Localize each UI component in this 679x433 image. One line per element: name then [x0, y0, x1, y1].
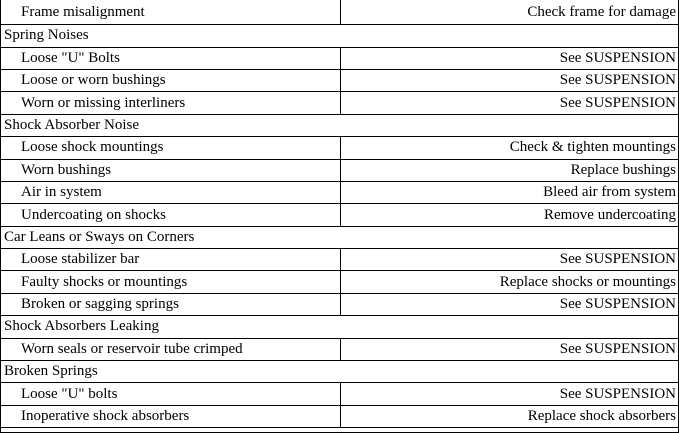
table-row: [1, 204, 678, 226]
table-row: [1, 92, 678, 114]
table-row: [1, 249, 678, 271]
table-row: [1, 383, 678, 405]
remedy-cell: See SUSPENSION: [559, 296, 676, 313]
table-row: [1, 406, 678, 428]
table-row: [1, 48, 678, 70]
remedy-cell: Remove undercoating: [543, 206, 676, 223]
section-heading: Spring Noises: [4, 27, 89, 44]
cause-cell: Broken or sagging springs: [1, 294, 341, 315]
table-row: [1, 339, 678, 361]
remedy-cell: See SUSPENSION: [559, 340, 676, 357]
cause-cell: Frame misalignment: [1, 0, 341, 24]
cause-cell: Worn seals or reservoir tube crimped: [1, 339, 341, 360]
section-heading-row: [1, 115, 678, 137]
remedy-cell: Replace shocks or mountings: [499, 273, 676, 290]
remedy-cell: See SUSPENSION: [559, 385, 676, 402]
section-heading-row: [1, 316, 678, 338]
remedy-cell: Bleed air from system: [543, 184, 676, 201]
cause-cell: Air in system: [1, 182, 341, 203]
cause-cell: Undercoating on shocks: [1, 204, 341, 225]
section-heading: Shock Absorbers Leaking: [4, 318, 159, 335]
cause-cell: Loose shock mountings: [1, 137, 341, 158]
cause-cell: Worn bushings: [1, 160, 341, 181]
cause-cell: Faulty shocks or mountings: [1, 271, 341, 292]
section-heading: Shock Absorber Noise: [4, 116, 139, 133]
section-heading-row: [1, 361, 678, 383]
cause-cell: Worn or missing interliners: [1, 92, 341, 113]
remedy-cell: See SUSPENSION: [559, 251, 676, 268]
table-row: [1, 160, 678, 182]
remedy-cell: Check & tighten mountings: [509, 139, 676, 156]
section-heading: Broken Springs: [4, 363, 98, 380]
section-heading: Car Leans or Sways on Corners: [4, 228, 195, 245]
remedy-cell: Replace bushings: [570, 161, 676, 178]
cause-cell: Loose "U" bolts: [1, 383, 341, 404]
table-row: [1, 294, 678, 316]
table-row: [1, 182, 678, 204]
cause-cell: Loose "U" Bolts: [1, 48, 341, 69]
remedy-cell: See SUSPENSION: [559, 49, 676, 66]
table-row: [1, 70, 678, 92]
section-heading-row: [1, 25, 678, 47]
table-row: [1, 271, 678, 293]
cause-cell: Inoperative shock absorbers: [1, 406, 341, 427]
remedy-cell: See SUSPENSION: [559, 72, 676, 89]
remedy-cell: Check frame for damage: [527, 3, 676, 20]
table-row: [1, 137, 678, 159]
cause-cell: Loose stabilizer bar: [1, 249, 341, 270]
table-row: [1, 0, 678, 25]
section-heading-row: [1, 227, 678, 249]
remedy-cell: Replace shock absorbers: [527, 408, 676, 425]
cause-cell: Loose or worn bushings: [1, 70, 341, 91]
remedy-cell: See SUSPENSION: [559, 94, 676, 111]
